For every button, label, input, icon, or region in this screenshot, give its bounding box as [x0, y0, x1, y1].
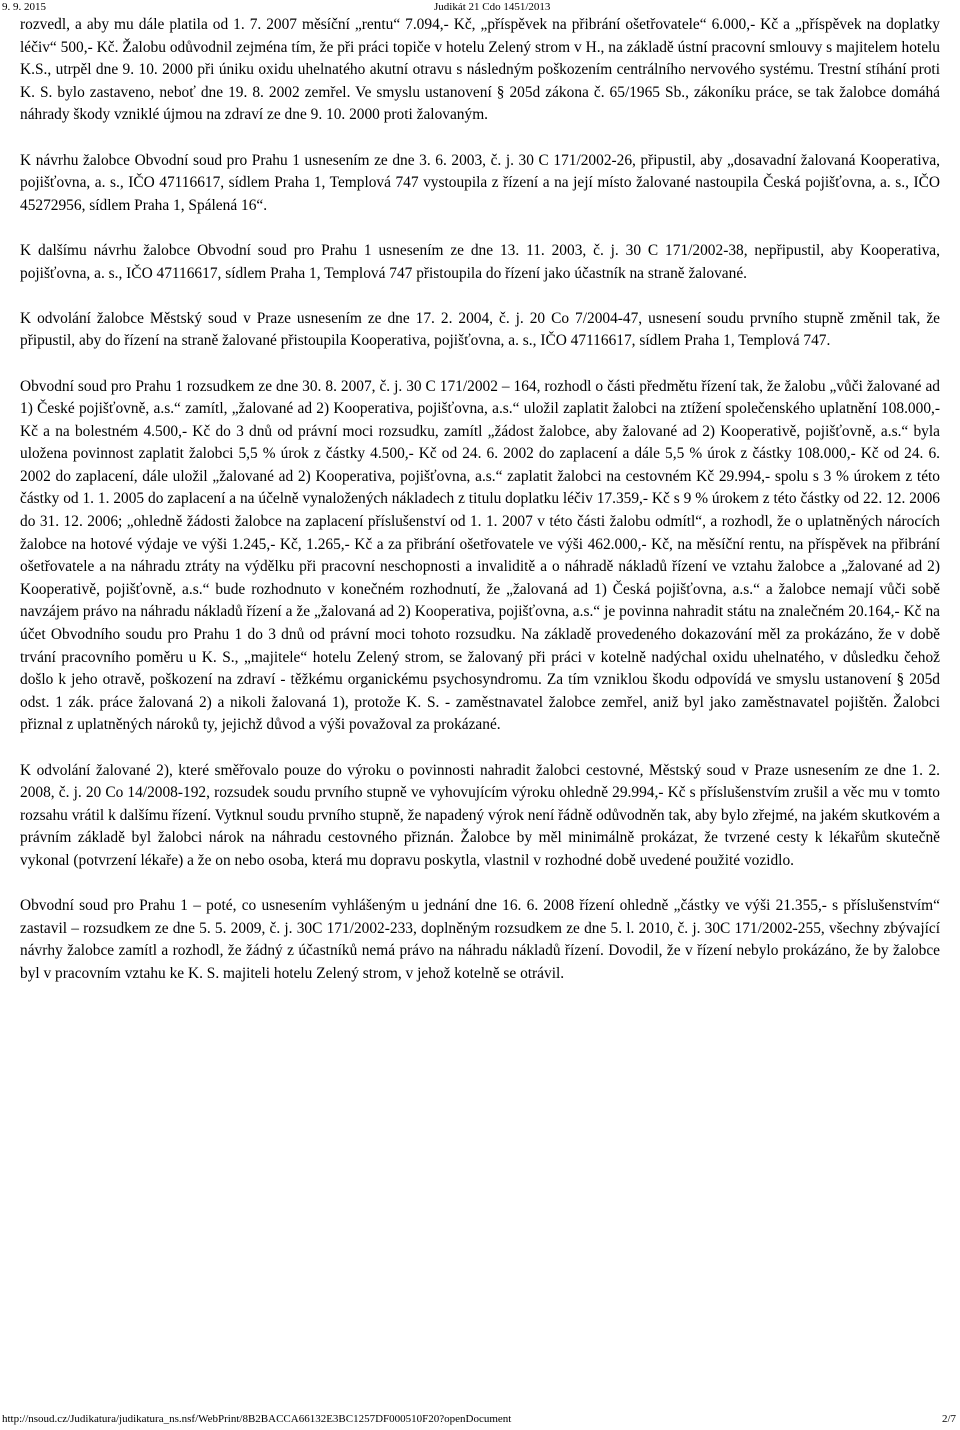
paragraph-district-judgment: Obvodní soud pro Prahu 1 rozsudkem ze dne 30. 8. 2007, č. j. 30 C 171/2002 – 164, rozhodl o části předmětu řízení tak, že žalobu „vůči žalované ad 1) České pojišťovně, a.s.“ zamítl, „žalované ad 2) Kooperativa, pojišťovna, a.s.“ uložil zaplatit žalobci na ztížení společenského uplatnění 108.000,- Kč a na bolestném 4.500,- Kč do 3 dnů od právní moci rozsudku, zamítl „žádost žalobce, aby žalované ad 2) Kooperativě, pojišťovně, a.s.“ byla uložena povinnost zaplatit žalobci 5,5 % úrok z částky 4.500,- Kč od 24. 6. 2002 do zaplacení a dále 5,5 % úrok z částky 108.000,- Kč od 24. 6. 2002 do zaplacení, dále uložil „žalované ad 2) Kooperativa, pojišťovna, a.s.“ zaplatit žalobci na cestovném Kč 29.994,- spolu s 3 % úrokem z této částky od 1. 1. 2005 do zaplacení a na účelně vynaložených nákladech z titulu doplatku léčiv 17.359,- Kč s 9 % úrokem z této částky od 22. 12. 2006 do 31. 12. 2006; „ohledně žádosti žalobce na zaplacení příslušenství od 1. 1. 2007 v této části žalobu odmítl“, a rozhodl, že o uplatněných nárocích žalobce na hotové výdaje ve výši 1.245,- Kč, 1.265,- Kč a za přibrání ošetřovatele ve výši 462.000,- Kč, na měsíční rentu, na příspěvek na přibrání ošetřovatele a na náhradu ztráty na výdělku při pracovní neschopnosti a invaliditě a o náhradě nákladů řízení ve vztahu žalobce a „žalované ad 2) Kooperativě, pojišťovně, a.s.“ bude rozhodnuto v konečném rozhodnutí, že „žalovaná ad 1) Česká pojišťovna, a.s.“ a žalobce nemají vůči sobě navzájem právo na náhradu nákladů řízení a že „žalovaná ad 2) Kooperativa, pojišťovna, a.s.“ je povinna nahradit státu na znalečném 20.164,- Kč na účet Obvodního soudu pro Prahu 1 do 3 dnů od právní moci tohoto rozsudku. Na základě provedeného dokazování měl za prokázáno, že v době trvání pracovního poměru u K. S., „majitele“ hotelu Zelený strom, se žalovaný při práci v kotelně nadýchal oxidu uhelnatého, v důsledku čehož došlo k jeho otravě, poškození na zdraví - těžkému organickému psychosyndromu. Za tím vzniklou škodu odpovídá ve smyslu ustanovení § 205d odst. 1 zák. práce žalovaná 2) a nikoli žalovaná 1), protože K. S. - zaměstnavatel žalobce zemřel, aniž byl jako zaměstnavatel pojištěn. Žalobci přiznal z uplatněných nároků ty, jejichž důvod a výši považoval za prokázané.: [20, 377, 940, 734]
paragraph-claim: rozvedl, a aby mu dále platila od 1. 7. 2007 měsíční „rentu“ 7.094,- Kč, „příspěvek na přibrání ošetřovatele“ 6.000,- Kč a „příspěvek na doplatky léčiv“ 500,- Kč. Žalobu odůvodnil zejména tím, že při práci topiče v hotelu Zelený strom v H., na základě ústní pracovní smlouvy s majitelem hotelu K.S., utrpěl dne 9. 10. 2000 při úniku oxidu uhelnatého akutní otravu s následným poškozením centrálního nervového systému. Trestní stíhání proti K. S. bylo zastaveno, neboť dne 19. 8. 2002 zemřel. Ve smyslu ustanovení § 205d zákona č. 65/1965 Sb., zákoníku práce, se tak žalobce domáhá náhrady škody vzniklé újmou na zdraví ze dne 9. 10. 2000 proti žalovaným.: [20, 16, 940, 124]
page-number: 2/7: [941, 1413, 956, 1425]
document-body: [20, 14, 940, 1008]
paragraph-appeal-defendant: K odvolání žalované 2), které směřovalo pouze do výroku o povinnosti nahradit žalobci cestovné, Městský soud v Praze usnesením ze dne 1. 2. 2008, č. j. 20 Co 14/2008-192, rozsudek soudu prvního stupně ve vyhovujícím výroku ohledně 29.994,- Kč s příslušenstvím zrušil a věc mu v tomto rozsahu vrátil k dalšímu řízení. Vytknul soudu prvního stupně, že napadený výrok není řádně odůvodněn tak, aby bylo zřejmé, na jakém skutkovém a právním základě byl žalobci nárok na náhradu cestovného přiznán. Žalobce by měl minimálně prokázat, že tvrzené cesty k lékařům skutečně vykonal (potvrzení lékaře) a že on nebo osoba, která mu dopravu poskytla, vlastnil v rozhodné době uvedené použité vozidlo.: [20, 761, 940, 869]
paragraph-second-resolution: K dalšímu návrhu žalobce Obvodní soud pro Prahu 1 usnesením ze dne 13. 11. 2003, č. j. 30 C 171/2002-38, nepřipustil, aby Kooperativa, pojišťovna, a. s., IČO 47116617, sídlem Praha 1, Templová 747 přistoupila do řízení jako účastník na straně žalované.: [20, 241, 940, 282]
paragraph-further-judgment: Obvodní soud pro Prahu 1 – poté, co usnesením vyhlášeným u jednání dne 16. 6. 2008 řízení ohledně „částky ve výši 21.355,- s příslušenstvím“ zastavil – rozsudkem ze dne 5. 5. 2009, č. j. 30C 171/2002-233, doplněným rozsudkem ze dne 5. l. 2010, č. j. 30C 171/2002-255, všechny zbývající návrhy žalobce zamítl a rozhodl, že žádný z účastníků nemá právo na náhradu nákladů řízení. Dovodil, že v řízení nebylo prokázáno, že by žalobce byl v pracovním vztahu ke K. S. majiteli hotelu Zelený strom, v jehož kotelně se otrávil.: [20, 897, 940, 982]
document-reference: Judikát 21 Cdo 1451/2013: [434, 1, 551, 13]
paragraph-appeal-plaintiff: K odvolání žalobce Městský soud v Praze usnesením ze dne 17. 2. 2004, č. j. 20 Co 7/2004-47, usnesení soudu prvního stupně změnil tak, že připustil, aby do řízení na straně žalované přistoupila Kooperativa, pojišťovna, a. s., IČO 47116617, sídlem Praha 1, Templová 747.: [20, 309, 940, 350]
paragraph-first-resolution: K návrhu žalobce Obvodní soud pro Prahu 1 usnesením ze dne 3. 6. 2003, č. j. 30 C 171/2002-26, připustil, aby „dosavadní žalovaná Kooperativa, pojišťovna, a. s., IČO 47116617, sídlem Praha 1, Templová 747 vystoupila z řízení a na její místo žalované nastoupila Česká pojišťovna, a. s., IČO 45272956, sídlem Praha 1, Spálená 16“.: [20, 151, 940, 214]
source-url: http://nsoud.cz/Judikatura/judikatura_ns.nsf/WebPrint/8B2BACCA66132E3BC1257DF000510F20?openDocument: [2, 1413, 512, 1425]
print-date: 9. 9. 2015: [2, 1, 46, 13]
page-header: [2, 0, 958, 14]
page-footer: [2, 1412, 958, 1426]
